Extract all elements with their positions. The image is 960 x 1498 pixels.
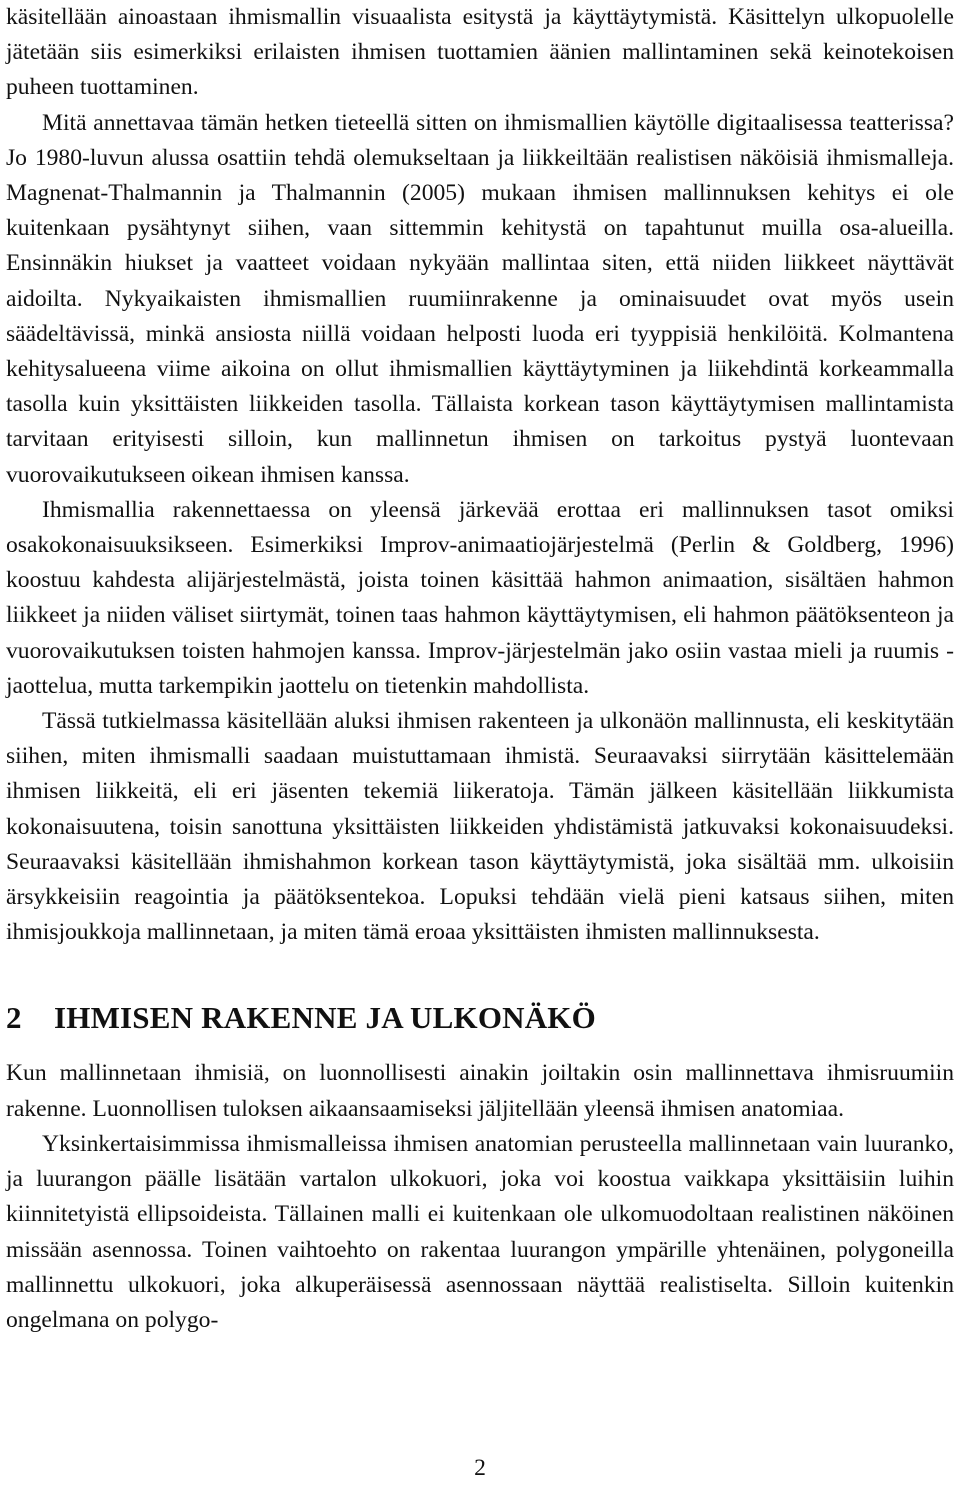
section-heading [6, 998, 954, 1038]
paragraph-2: Mitä annettavaa tämän hetken tieteellä sitten on ihmismallien käytölle digitaalisessa teatterissa? Jo 1980-luvun alussa osattiin tehdä olemukseltaan ja liikkeiltään realistisen näköisiä ihmismalleja. Magnenat-Thalmannin ja Thalmannin (2005) mukaan ihmisen mallinnuksen kehitys ei ole kuitenkaan pysähtynyt siihen, vaan sittemmin kehitystä on tapahtunut muilla osa-alueilla. Ensinnäkin hiukset ja vaatteet voidaan nykyään mallintaa siten, että niiden liikkeet näyttävät aidoilta. Nykyaikaisten ihmismallien ruumiinrakenne ja ominaisuudet ovat myös usein säädeltävissä, minkä ansiosta niillä voidaan helposti luoda eri tyyppisiä henkilöitä. Kolmantena kehitysalueena viime aikoina on ollut ihmismallien käyttäytyminen ja liikehdintä korkeammalla tasolla kuin yksittäisten liikkeiden tasolla. Tällaista korkean tason käyttäytymisen mallintamista tarvitaan erityisesti silloin, kun mallinnetun ihmisen on tarkoitus pystyä luontevaan vuorovaikutukseen oikean ihmisen kanssa. [6, 109, 954, 488]
page-number: 2 [474, 1455, 486, 1481]
section-number: 2 [6, 1000, 22, 1036]
section-title: IHMISEN RAKENNE JA ULKONÄKÖ [54, 1000, 596, 1036]
document-page [6, 0, 954, 1338]
paragraph-5: Kun mallinnetaan ihmisiä, on luonnollisesti ainakin joiltakin osin mallinnettava ihmisruumiin rakenne. Luonnollisen tuloksen aikaansaamiseksi jäljitellään yleensä ihmisen anatomiaa. [6, 1060, 954, 1122]
paragraph-3: Ihmismallia rakennettaessa on yleensä järkevää erottaa eri mallinnuksen tasot omiksi osakokonaisuuksikseen. Esimerkiksi Improv-animaatiojärjestelmä (Perlin & Goldberg, 1996) koostuu kahdesta alijärjestelmästä, joista toinen käsittää hahmon animaation, sisältäen hahmon liikkeet ja niiden väliset siirtymät, toinen taas hahmon käyttäytymisen, eli hahmon päätöksenteon ja vuorovaikutuksen toisten hahmojen kanssa. Improv-järjestelmän jako osiin vastaa mieli ja ruumis -jaottelua, mutta tarkempikin jaottelu on tietenkin mahdollista. [6, 496, 954, 699]
paragraph-1: käsitellään ainoastaan ihmismallin visuaalista esitystä ja käyttäytymistä. Käsittelyn ulkopuolelle jätetään siis esimerkiksi erilaisten ihmisen tuottamien äänien mallintaminen sekä keinotekoisen puheen tuottaminen. [6, 4, 954, 101]
paragraph-4: Tässä tutkielmassa käsitellään aluksi ihmisen rakenteen ja ulkonäön mallinnusta, eli keskitytään siihen, miten ihmismalli saadaan muistuttamaan ihmistä. Seuraavaksi siirrytään käsittelemään ihmisen liikkeitä, eli eri jäsenten tekemiä liikeratoja. Tämän jälkeen käsitellään liikkumista kokonaisuutena, toisin sanottuna yksittäisten liikkeiden yhdistämistä jatkuvaksi kokonaisuudeksi. Seuraavaksi käsitellään ihmishahmon korkean tason käyttäytymistä, joka sisältää mm. ulkoisiin ärsykkeisiin reagointia ja päätöksentekoa. Lopuksi tehdään vielä pieni katsaus siihen, miten ihmisjoukkoja mallinnetaan, ja miten tämä eroaa yksittäisten ihmisten mallinnuksesta. [6, 708, 954, 946]
paragraph-6: Yksinkertaisimmissa ihmismalleissa ihmisen anatomian perusteella mallinnetaan vain luuranko, ja luurangon päälle lisätään vartalon ulkokuori, joka voi koostua vaikkapa yksittäisiin luihin kiinnitetyistä ellipsoideista. Tällainen malli ei kuitenkaan ole ulkomuodoltaan realistinen näköinen missään asennossa. Toinen vaihtoehto on rakentaa luurangon ympärille yhtenäinen, polygoneilla mallinnettu ulkokuori, joka alkuperäisessä asennossaan näyttää realistiselta. Silloin kuitenkin ongelmana on polygo- [6, 1130, 954, 1333]
